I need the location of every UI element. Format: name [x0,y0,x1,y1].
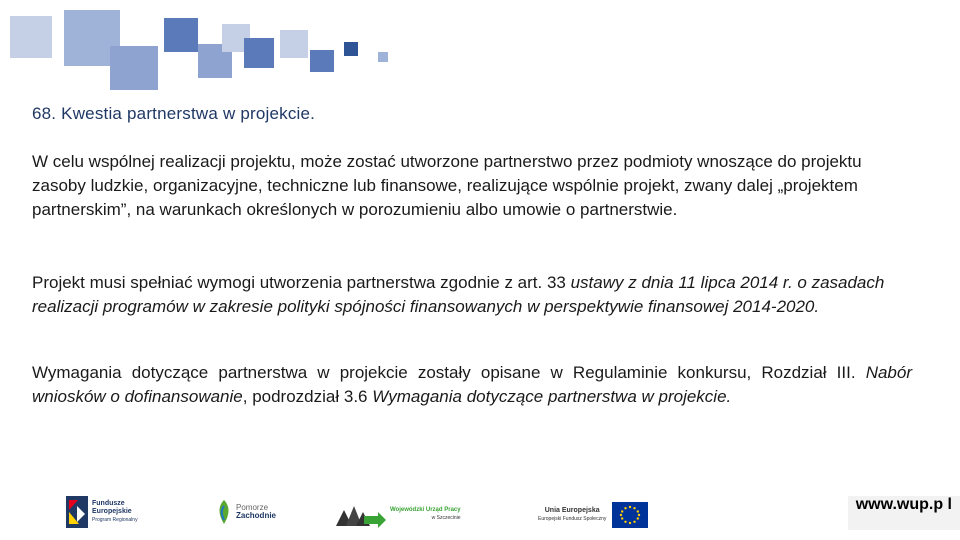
logo1-line3: Program Regionalny [92,517,138,523]
logo4-line2: Europejski Fundusz Społeczny [538,516,607,522]
logo3-line1: Wojewódzki Urząd Pracy [390,507,461,513]
eu-flag-icon [612,502,648,528]
logo4-line1: Unia Europejska [544,507,600,514]
deco-square [378,52,388,62]
logo2-line1: Pomorze [236,503,269,512]
p3-text-a: Wymagania dotyczące partnerstwa w projekcie zostały opisane w Regulaminie konkursu, Rozdział III. [32,363,866,382]
logo3-line2: w Szczecinie [431,515,461,521]
website-link[interactable]: www.wup.p l [848,496,960,530]
deco-square [244,38,274,68]
deco-square [10,16,52,58]
footer-logos [0,488,960,540]
deco-square [280,30,308,58]
pomorze-emblem-icon [214,498,234,526]
logo1-line2: Europejskie [92,508,132,515]
logo-wup-szczecin [336,500,461,528]
p3-italic-d: Wymagania dotyczące partnerstwa w projekcie. [372,387,732,406]
fe-emblem-icon [66,496,88,528]
deco-square [110,46,158,90]
p3-italic-b: Nabór wniosków o dofinansowanie [32,363,912,406]
deco-square [310,50,334,72]
logo1-line1: Fundusze [92,500,125,507]
wup-emblem-icon [336,500,386,528]
p2-text: Projekt musi spełniać wymogi utworzenia partnerstwa zgodnie z art. 33 [32,273,571,292]
logo-fundusze-europejskie [66,496,138,528]
deco-square [164,18,198,52]
paragraph-legal-basis [32,271,912,319]
logo2-line2: Zachodnie [236,511,277,520]
logo-pomorze-zachodnie [214,498,276,526]
paragraph-partnership-definition: W celu wspólnej realizacji projektu, może zostać utworzone partnerstwo przez podmioty wnoszące do projektu zasoby ludzkie, organizacyjne, techniczne lub finansowe, realizujące wspólnie projekt, zwany dalej „projektem partnerskim”, na warunkach określonych w porozumieniu albo umowie o partnerstwie. [32,152,862,219]
slide-title: 68. Kwestia partnerstwa w projekcie. [32,104,316,123]
deco-square [344,42,358,56]
p2-italic-text: ustawy z dnia 11 lipca 2014 r. o zasadach realizacji programów w zakresie polityki spójności finansowanych w perspektywie finansowej 2014-2020. [32,273,885,316]
logo-unia-europejska [538,502,648,528]
paragraph-requirements [32,361,912,409]
p3-text-c: , podrozdział 3.6 [242,387,373,406]
